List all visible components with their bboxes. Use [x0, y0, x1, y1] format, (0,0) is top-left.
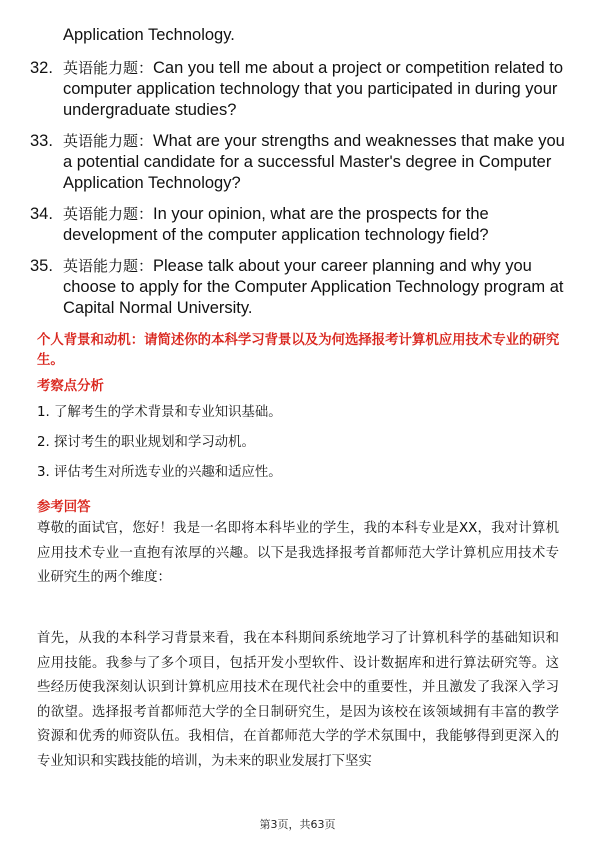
question-number: 32.	[30, 59, 53, 77]
question-item	[30, 256, 570, 319]
answer-heading: 参考回答	[37, 500, 91, 515]
question-number: 34.	[30, 205, 53, 223]
question-list	[30, 58, 570, 329]
question-tag: 英语能力题：	[63, 132, 154, 150]
analysis-point: 1. 了解考生的学术背景和专业知识基础。	[37, 405, 282, 420]
question-tag: 英语能力题：	[63, 59, 154, 77]
question-text: Please talk about your career planning and why you choose to apply for the Computer Application Technology program at Capital Normal University.	[63, 257, 564, 317]
question-item	[30, 58, 570, 121]
question-item	[30, 204, 570, 246]
page-footer: 第3页，共63页	[259, 818, 336, 831]
question-text: Can you tell me about a project or competition related to computer application technology that you participated in during your undergraduate studies?	[63, 59, 563, 119]
answer-paragraph: 首先，从我的本科学习背景来看，我在本科期间系统地学习了计算机科学的基础知识和应用技能。我参与了多个项目，包括开发小型软件、设计数据库和进行算法研究等。这些经历使我深刻认识到计算机应用技术在现代社会中的重要性，并且激发了我深入学习的欲望。选择报考首都师范大学的全日制研究生，是因为该校在该领域拥有丰富的教学资源和优秀的师资队伍。我相信，在首都师范大学的学术氛围中，我能够得到更深入的专业知识和实践技能的培训，为未来的职业发展打下坚实	[37, 631, 559, 769]
section-heading: 个人背景和动机：请简述你的本科学习背景以及为何选择报考计算机应用技术专业的研究生。	[37, 333, 560, 368]
question-text: In your opinion, what are the prospects for the development of the computer application technology field?	[63, 205, 489, 244]
analysis-point: 3. 评估考生对所选专业的兴趣和适应性。	[37, 465, 282, 480]
analysis-point: 2. 探讨考生的职业规划和学习动机。	[37, 435, 255, 450]
analysis-points	[37, 403, 557, 493]
analysis-heading: 考察点分析	[37, 379, 104, 394]
question-tag: 英语能力题：	[63, 205, 154, 223]
question-item	[30, 131, 570, 194]
question-tag: 英语能力题：	[63, 257, 154, 275]
question-number: 35.	[30, 257, 53, 275]
question-text: What are your strengths and weaknesses that make you a potential candidate for a successful Master's degree in Computer Application Technology?	[63, 132, 565, 192]
previous-question-continuation: Application Technology.	[63, 26, 235, 44]
answer-paragraph: 尊敬的面试官，您好！我是一名即将本科毕业的学生，我的本科专业是XX，我对计算机应用技术专业一直抱有浓厚的兴趣。以下是我选择报考首都师范大学计算机应用技术专业研究生的两个维度：	[37, 521, 559, 585]
question-number: 33.	[30, 132, 53, 150]
